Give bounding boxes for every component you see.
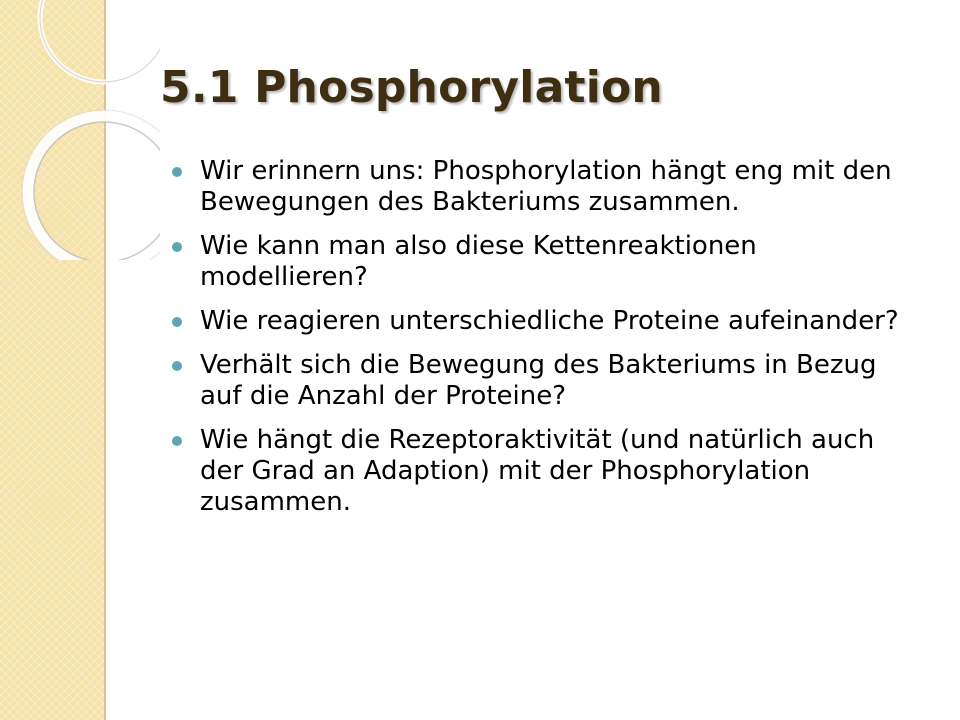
- bullet-text: Wie hängt die Rezeptoraktivität (und natürlich auch der Grad an Adaption) mit der Phosphorylation zusammen.: [200, 425, 875, 517]
- bullet-dot-icon: [172, 167, 182, 177]
- bullet-list: [170, 156, 900, 531]
- bullet-item: [170, 156, 900, 218]
- decorative-rings-icon: [0, 0, 160, 260]
- bullet-item: [170, 306, 900, 337]
- bullet-text: Wie kann man also diese Kettenreaktionen modellieren?: [200, 231, 757, 292]
- bullet-dot-icon: [172, 436, 182, 446]
- bullet-item: [170, 350, 900, 412]
- slide-title: 5.1 Phosphorylation: [160, 62, 663, 113]
- bullet-dot-icon: [172, 361, 182, 371]
- bullet-text: Wir erinnern uns: Phosphorylation hängt eng mit den Bewegungen des Bakteriums zusammen.: [200, 156, 892, 217]
- bullet-text: Wie reagieren unterschiedliche Proteine aufeinander?: [200, 306, 899, 336]
- bullet-text: Verhält sich die Bewegung des Bakteriums in Bezug auf die Anzahl der Proteine?: [200, 350, 877, 411]
- bullet-item: [170, 425, 900, 518]
- bullet-item: [170, 231, 900, 293]
- bullet-dot-icon: [172, 317, 182, 327]
- bullet-dot-icon: [172, 242, 182, 252]
